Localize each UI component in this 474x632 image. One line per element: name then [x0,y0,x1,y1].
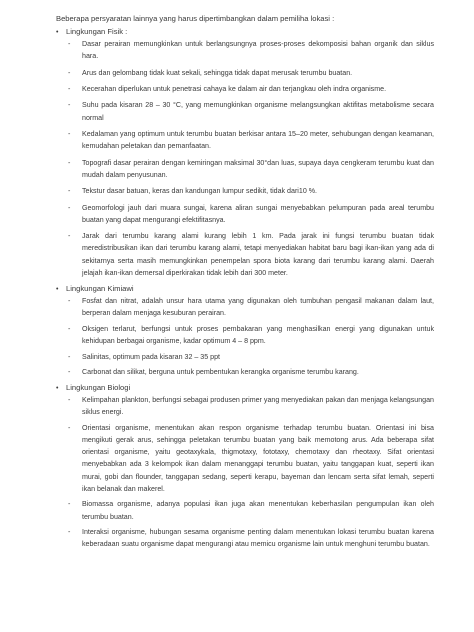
list-item-text: Kelimpahan plankton, berfungsi sebagai produsen primer yang menyediakan pakan dan menjaga kelangsungan siklus energi. [82,395,434,417]
list-item [62,394,434,418]
list-item-text: Salinitas, optimum pada kisaran 32 – 35 ppt [82,352,221,361]
dash-icon: - [68,528,71,537]
list-item [62,83,434,95]
dash-icon: - [68,232,71,241]
dash-icon: - [68,297,71,306]
list-item [62,230,434,279]
dash-icon: - [68,423,71,432]
section-heading-text: Lingkungan Biologi [66,382,131,392]
dash-icon: - [68,101,71,110]
item-list [62,295,434,378]
section-heading [56,26,434,38]
bullet-icon: • [56,384,59,392]
list-item [62,157,434,181]
dash-icon: - [68,395,71,404]
list-item-text: Dasar perairan memungkinkan untuk berlangsungnya proses-proses dekomposisi bahan organik dan siklus hara. [82,40,434,61]
section-heading [56,382,434,394]
dash-icon: - [68,187,71,196]
list-item-text: Oksigen terlarut, berfungsi untuk proses pembakaran yang menghasilkan energi yang digunakan untuk kehidupan berbagai organisme, kadar optimum 4 – 8 ppm. [82,324,434,346]
item-list [62,394,434,551]
dash-icon: - [68,158,71,167]
section-heading-text: Lingkungan Fisik : [66,27,128,36]
section-lingkungan-biologi [56,382,434,551]
list-item-text: Fosfat dan nitrat, adalah unsur hara utama yang digunakan oleh tumbuhan pengasil makanan dalam laut, berperan dalam menjaga kesuburan perairan. [82,297,434,318]
list-item [62,366,434,378]
section-lingkungan-fisik [56,26,434,279]
list-item [62,498,434,522]
list-item-text: Kedalaman yang optimum untuk terumbu buatan berkisar antara 15–20 meter, sehubungan dengan keamanan, kemudahan peletakan dan pemanfaatan. [82,129,434,151]
dash-icon: - [68,203,71,212]
item-list [62,38,434,279]
dash-icon: - [68,324,71,333]
dash-icon: - [68,40,71,48]
dash-icon: - [68,500,71,509]
list-item-text: Carbonat dan silikat, berguna untuk pembentukan kerangka organisme terumbu karang. [82,368,359,377]
dash-icon: - [68,368,71,377]
dash-icon: - [68,129,71,138]
list-item [62,351,434,363]
list-item [62,99,434,123]
list-item [62,185,434,197]
dash-icon: - [68,352,71,361]
dash-icon: - [68,68,71,77]
list-item [62,202,434,226]
list-item [62,323,434,347]
bullet-icon: • [56,29,59,36]
section-heading-text: Lingkungan Kimiawi [66,284,134,294]
list-item-text: Orientasi organisme, menentukan akan respon organisme terhadap terumbu buatan. Orientasi ini bisa mengikuti gerak arus, sehingga peletakan terumbu buatan yang baik memotong arus. Ada beberapa sifat orientasi organisme, yaitu geotaxykala, thigmotaxy, fototaxy, chemotaxy dan rheotaxy. Sifat orientasi menyebabkan ada 3 kelompok ikan dalam menanggapi terumbu buatan, yaitu tanggapan kuat, seperti ikan murai, gobi dan flounder, tanggapan sedang, seperti kerapu, bayeman dan lencam serta sifat lemah, seperti ikan belanak dan makerel. [82,423,434,493]
list-item-text: Tekstur dasar batuan, keras dan kandungan lumpur sedikit, tidak dari10 %. [82,187,318,196]
list-item-text: Arus dan gelombang tidak kuat sekali, sehingga tidak dapat merusak terumbu buatan. [82,68,353,77]
list-item [62,295,434,319]
bullet-icon: • [56,286,59,294]
section-lingkungan-kimiawi [56,283,434,378]
section-heading [56,283,434,295]
list-item-text: Kecerahan diperlukan untuk penetrasi cahaya ke dalam air dan terjangkau oleh indra organisme. [82,84,387,93]
list-item [62,526,434,550]
list-item-text: Topografi dasar perairan dengan kemiringan maksimal 30°dan luas, supaya daya cengkeram terumbu kuat dan mudah dalam penyusunan. [82,158,434,179]
intro-paragraph: Beberapa persyaratan lainnya yang harus dipertimbangkan dalam pemiliha lokasi : [56,14,335,23]
dash-icon: - [68,84,71,93]
list-item-text: Interaksi organisme, hubungan sesama organisme penting dalam menentukan lokasi terumbu buatan karena keberadaan suatu organisme dapat mengurangi atau memicu organisme lain untuk menghuni terumbu buatan. [82,528,434,549]
list-item-text: Jarak dari terumbu karang alami kurang lebih 1 km. Pada jarak ini fungsi terumbu buatan tidak meredistribusikan ikan dari terumbu karang alami, tetapi menyediakan habitat baru bagi ikan-ikan yang ada di sekitarnya serta masih memungkinkan penempelan spora biota karang dari terumbu karang alami. Daerah jelajah ikan-ikan demersal diperkirakan tidak lebih dari 300 meter. [82,232,434,277]
list-item [62,38,434,62]
list-item-text: Geomorfologi jauh dari muara sungai, karena aliran sungai menyebabkan pelumpuran pada areal terumbu buatan yang dapat mengurangi efektifitasnya. [82,203,434,224]
list-item-text: Biomassa organisme, adanya populasi ikan juga akan menentukan keberhasilan pengumpulan ikan oleh terumbu buatan. [82,500,434,521]
list-item [62,422,434,495]
list-item [62,128,434,152]
list-item-text: Suhu pada kisaran 28 – 30 °C, yang memungkinkan organisme melangsungkan aktifitas metabolisme secara normal [82,101,434,122]
list-item [62,67,434,79]
